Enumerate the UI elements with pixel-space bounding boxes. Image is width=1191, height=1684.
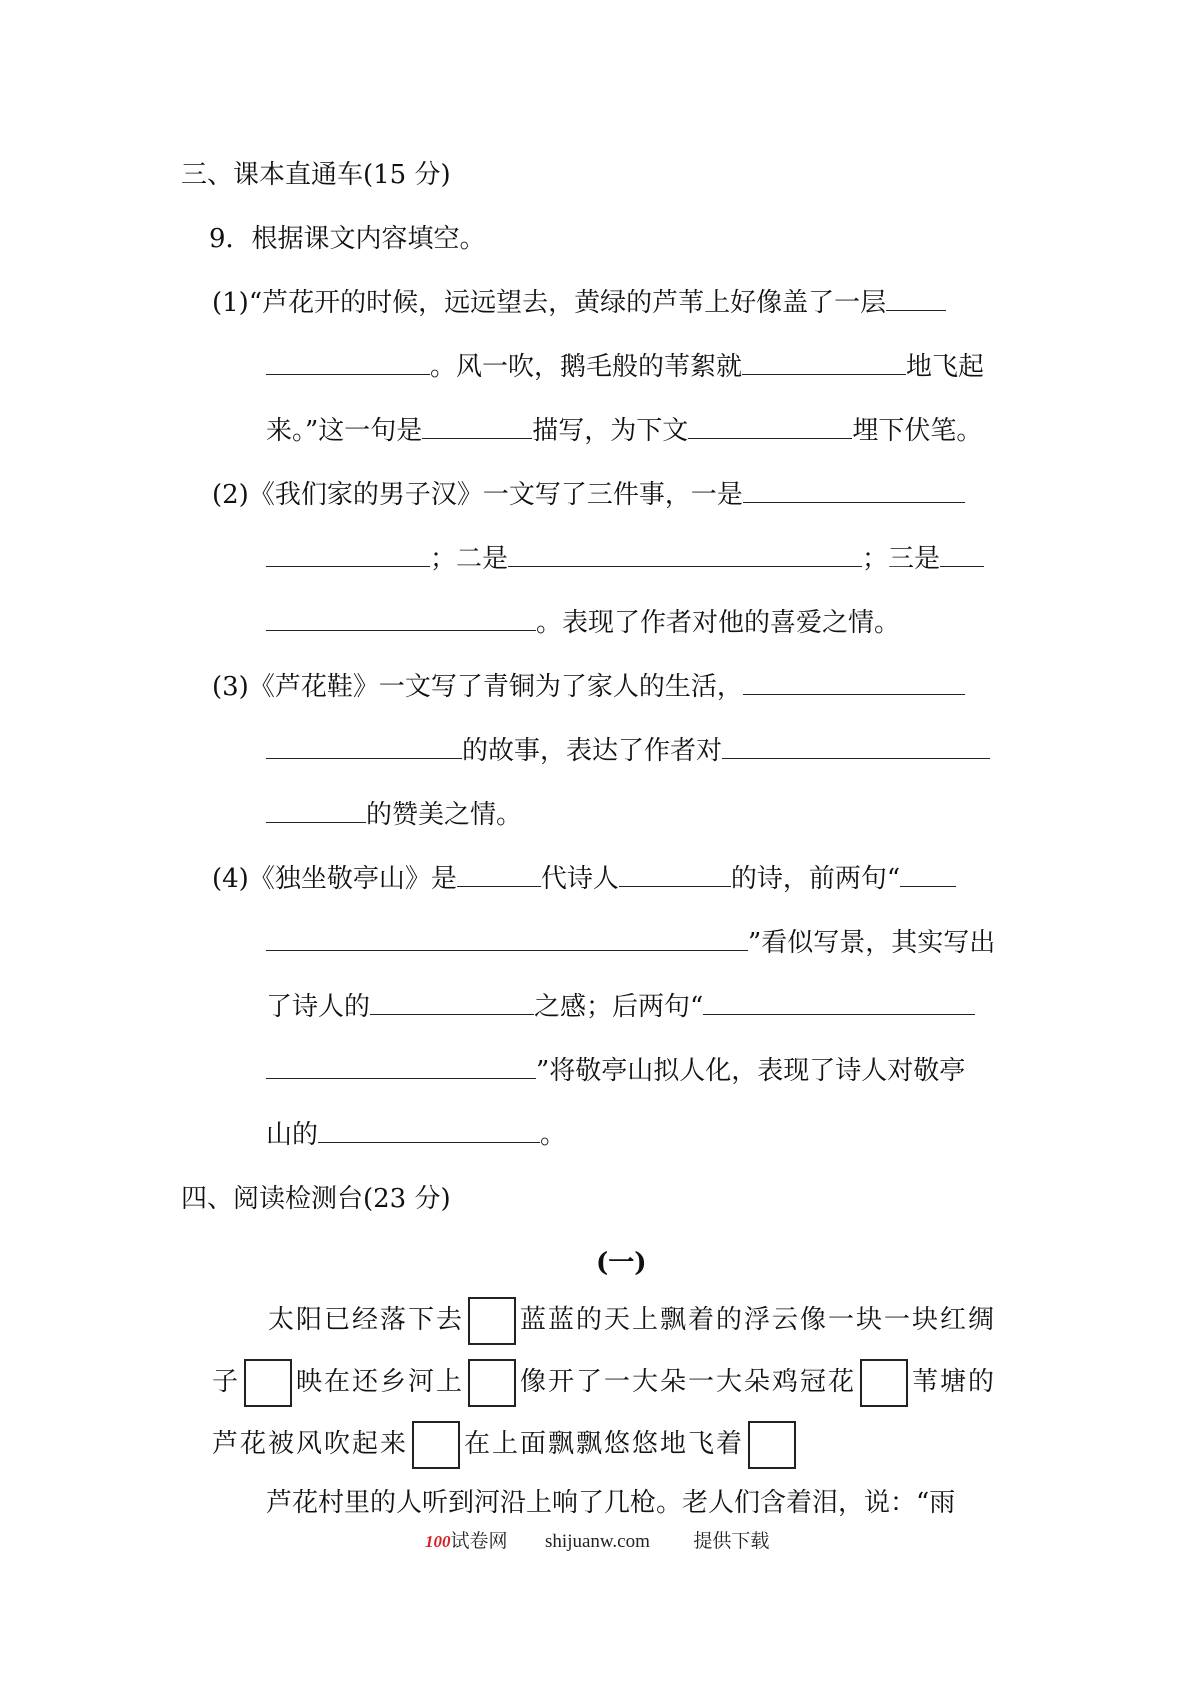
section-3-title: 三、课本直通车(15 分) (181, 160, 451, 190)
answer-blank[interactable] (457, 862, 541, 887)
item-1-line-1: (1)“芦花开的时候，远远望去，黄绿的芦苇上好像盖了一层 (212, 286, 946, 320)
answer-blank[interactable] (266, 350, 430, 375)
passage-line-3: 芦花被风吹起来 在上面飘飘悠悠地飞着 (212, 1414, 800, 1474)
item-2-line-1: (2)《我们家的男子汉》一文写了三件事，一是 (212, 478, 965, 512)
passage-line-1: 太阳已经落下去 蓝蓝的天上飘着的浮云像一块一块红绸 (268, 1290, 996, 1350)
punctuation-box[interactable] (860, 1359, 908, 1407)
site-logo: 100 (425, 1532, 451, 1551)
answer-blank[interactable] (318, 1118, 540, 1143)
answer-blank[interactable] (266, 926, 748, 951)
punctuation-box[interactable] (468, 1297, 516, 1345)
answer-blank[interactable] (266, 734, 462, 759)
answer-blank[interactable] (940, 542, 984, 567)
item-3-line-2: 的故事，表达了作者对 (266, 734, 990, 768)
section-4-title: 四、阅读检测台(23 分) (181, 1184, 451, 1214)
page-footer (425, 1526, 769, 1553)
punctuation-box[interactable] (468, 1359, 516, 1407)
answer-blank[interactable] (886, 286, 946, 311)
answer-blank[interactable] (703, 990, 975, 1015)
item-3-line-3: 的赞美之情。 (266, 798, 522, 832)
answer-blank[interactable] (742, 350, 906, 375)
item-4-line-2: ”看似写景，其实写出 (266, 926, 995, 960)
answer-blank[interactable] (743, 478, 965, 503)
answer-blank[interactable] (619, 862, 731, 887)
answer-blank[interactable] (266, 798, 366, 823)
answer-blank[interactable] (266, 542, 430, 567)
site-url[interactable]: shijuanw.com (545, 1531, 650, 1552)
punctuation-box[interactable] (748, 1421, 796, 1469)
item-1-line-2: 。风一吹，鹅毛般的苇絮就 地飞起 (266, 350, 984, 384)
passage-1-heading: (一) (596, 1248, 647, 1278)
passage-paragraph-2: 芦花村里的人听到河沿上响了几枪。老人们含着泪，说：“雨 (266, 1488, 956, 1518)
passage-line-2: 子 映在还乡河上 像开了一大朵一大朵鸡冠花 苇塘的 (212, 1352, 996, 1412)
site-name: 试卷网 (450, 1531, 508, 1552)
punctuation-box[interactable] (244, 1359, 292, 1407)
answer-blank[interactable] (722, 734, 990, 759)
item-2-line-2: ；二是 ；三是 (266, 542, 984, 576)
item-4-line-3: 了诗人的 之感；后两句“ (266, 990, 975, 1024)
answer-blank[interactable] (508, 542, 862, 567)
item-1-line-3: 来。”这一句是 描写，为下文 埋下伏笔。 (266, 416, 983, 446)
item-4-line-4: ”将敬亭山拟人化，表现了诗人对敬亭 (266, 1054, 965, 1088)
download-note: 提供下载 (693, 1531, 770, 1552)
answer-blank[interactable] (370, 990, 534, 1015)
item-4-line-1: (4)《独坐敬亭山》是 代诗人 的诗，前两句“ (212, 862, 956, 896)
answer-blank[interactable] (743, 670, 965, 695)
answer-blank[interactable] (266, 1054, 536, 1079)
answer-blank[interactable] (900, 862, 956, 887)
answer-blank[interactable] (688, 414, 852, 439)
item-3-line-1: (3)《芦花鞋》一文写了青铜为了家人的生活， (212, 670, 965, 704)
answer-blank[interactable] (422, 414, 532, 439)
answer-blank[interactable] (266, 606, 536, 631)
item-2-line-3: 。表现了作者对他的喜爱之情。 (266, 606, 900, 640)
punctuation-box[interactable] (412, 1421, 460, 1469)
item-4-line-5: 山的 。 (266, 1120, 567, 1150)
question-9-stem: 9．根据课文内容填空。 (209, 224, 486, 254)
